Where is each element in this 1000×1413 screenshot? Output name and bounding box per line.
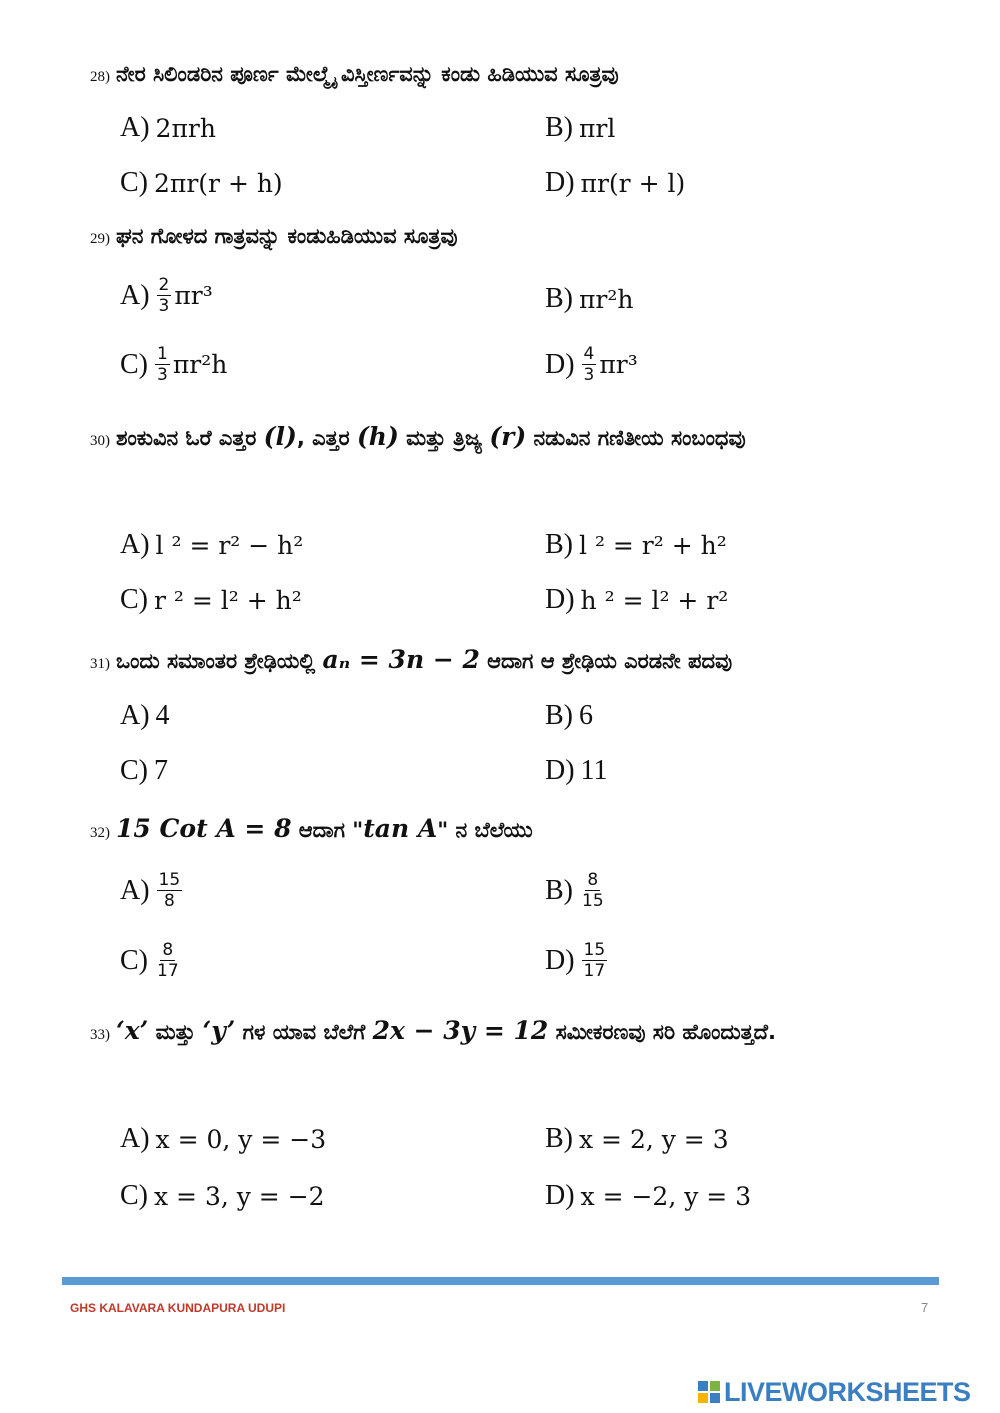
option-31-c[interactable]: C) 7 [120, 755, 168, 786]
footer-school: GHS KALAVARA KUNDAPURA UDUPI [70, 1301, 286, 1315]
question-33: 33) ‘x’ ಮತ್ತು ‘y’ ಗಳ ಯಾವ ಬೆಲೆಗೆ 2x − 3y = 12 ಸಮೀಕರಣವು ಸರಿ ಹೊಂದುತ್ತದೆ. [90, 1016, 776, 1045]
option-33-a[interactable]: A) x = 0, y = −3 [120, 1123, 327, 1154]
fraction: $\frac{8}{15}$ [582, 870, 604, 911]
option-29-a[interactable]: A) $\frac{2}{3}$ πr³ [120, 275, 213, 316]
option-31-a[interactable]: A) 4 [120, 700, 170, 731]
fraction: $\frac{8}{17}$ [157, 940, 179, 981]
question-31: 31) ಒಂದು ಸಮಾಂತರ ಶ್ರೇಢಿಯಲ್ಲಿ aₙ = 3n − 2 ಆದಾಗ ಆ ಶ್ರೇಢಿಯ ಎರಡನೇ ಪದವು [90, 645, 733, 674]
option-33-b[interactable]: B) x = 2, y = 3 [545, 1123, 729, 1154]
question-number: 29) [90, 231, 110, 247]
option-31-d[interactable]: D) 11 [545, 755, 608, 786]
fraction: $\frac{1}{3}$ [157, 344, 168, 385]
brand-name: LIVEWORKSHEETS [724, 1376, 971, 1407]
option-28-b[interactable]: B) πrl [545, 112, 616, 143]
liveworksheets-watermark[interactable] [698, 1376, 971, 1408]
question-number: 33) [90, 1027, 110, 1043]
question-28 [90, 47, 938, 104]
liveworksheets-logo-icon [698, 1381, 720, 1403]
option-32-a[interactable]: A) $\frac{15}{8}$ [120, 870, 181, 911]
question-29 [90, 209, 938, 266]
fraction: $\frac{2}{3}$ [158, 275, 170, 316]
question-text: ನೇರ ಸಿಲಿಂಡರಿನ ಪೂರ್ಣ ಮೇಲ್ಮೈ ವಿಸ್ತೀರ್ಣವನ್ನು ಕಂಡು ಹಿಡಿಯುವ ಸೂತ್ರವು [116, 62, 619, 86]
question-number: 30) [90, 433, 110, 449]
option-29-b[interactable]: B) πr²h [545, 283, 634, 314]
question-30: 30) ಶಂಕುವಿನ ಓರೆ ಎತ್ತರ (l), ಎತ್ತರ (h) ಮತ್ತು ತ್ರಿಜ್ಯ (r) ನಡುವಿನ ಗಣಿತೀಯ ಸಂಬಂಧವು [90, 422, 746, 451]
option-31-b[interactable]: B) 6 [545, 700, 593, 731]
question-number: 28) [90, 69, 110, 85]
question-number: 31) [90, 656, 110, 672]
option-30-c[interactable]: C) r ² = l² + h² [120, 584, 302, 615]
option-32-b[interactable]: B) $\frac{8}{15}$ [545, 870, 604, 911]
question-number: 32) [90, 825, 110, 841]
option-28-d[interactable]: D) πr(r + l) [545, 167, 686, 198]
option-30-a[interactable]: A) l ² = r² − h² [120, 529, 304, 560]
option-33-d[interactable]: D) x = −2, y = 3 [545, 1180, 752, 1211]
option-32-d[interactable]: D) $\frac{15}{17}$ [545, 940, 606, 981]
footer-divider [62, 1277, 939, 1285]
option-28-c[interactable]: C) 2πr(r + h) [120, 167, 283, 198]
option-32-c[interactable]: C) $\frac{8}{17}$ [120, 940, 179, 981]
fraction: $\frac{15}{8}$ [158, 870, 181, 911]
question-text: ಘನ ಗೋಳದ ಗಾತ್ರವನ್ನು ಕಂಡುಹಿಡಿಯುವ ಸೂತ್ರವು [116, 224, 458, 248]
option-33-c[interactable]: C) x = 3, y = −2 [120, 1180, 325, 1211]
option-28-a[interactable]: A) 2πrh [120, 112, 216, 143]
option-30-d[interactable]: D) h ² = l² + r² [545, 584, 729, 615]
option-29-d[interactable]: D) $\frac{4}{3}$ πr³ [545, 344, 638, 385]
option-30-b[interactable]: B) l ² = r² + h² [545, 529, 727, 560]
question-32: 32) 15 Cot A = 8 ಆದಾಗ "tan A" ನ ಬೆಲೆಯು [90, 814, 533, 843]
page-number: 7 [921, 1300, 929, 1315]
fraction: $\frac{4}{3}$ [583, 344, 595, 385]
fraction: $\frac{15}{17}$ [583, 940, 606, 981]
option-29-c[interactable]: C) $\frac{1}{3}$ πr²h [120, 344, 228, 385]
